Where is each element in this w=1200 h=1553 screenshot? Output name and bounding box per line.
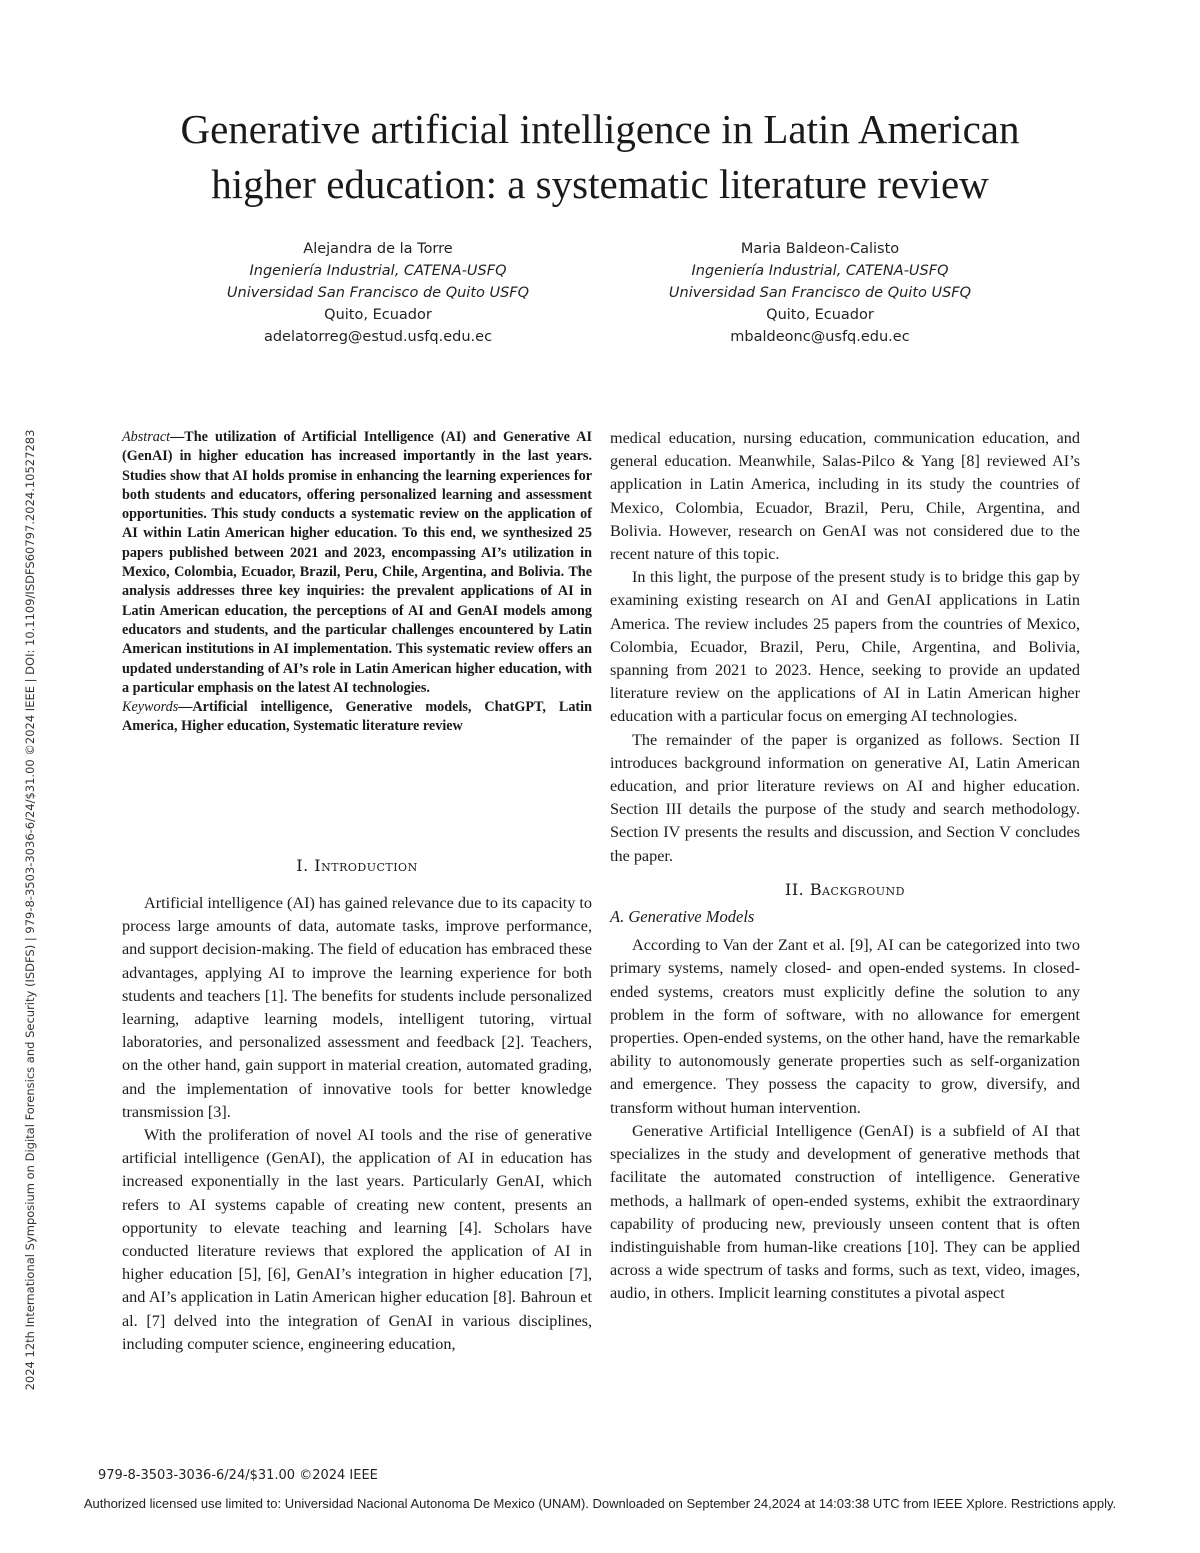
keywords-text: —Artificial intelligence, Generative models, ChatGPT, Latin America, Higher education, Systematic literature review (122, 699, 592, 735)
author-block-1 (198, 238, 558, 348)
abstract-paragraph (122, 428, 592, 698)
body-paragraph: Artificial intelligence (AI) has gained relevance due to its capacity to process large amounts of data, automate tasks, improve performance, and support decision-making. The field of education has embraced these advantages, applying AI to improve the learning experience for both students and teachers [1]. The benefits for students include personalized learning, adaptive learning models, intelligent tutoring, virtual laboratories, and personalized assessment and feedback [2]. Teachers, on the other hand, gain support in material creation, automated grading, and the implementation of innovative tools for better knowledge transmission [3]. (122, 894, 592, 1121)
section-heading-background: II. Background (785, 879, 905, 899)
author-block-2 (640, 238, 1000, 348)
keywords-label: Keywords (122, 699, 179, 716)
subsection-heading: A. Generative Models (610, 907, 755, 927)
author-city: Quito, Ecuador (766, 307, 874, 323)
author-university: Universidad San Francisco de Quito USFQ (226, 285, 530, 301)
footer-copyright: 979-8-3503-3036-6/24/$31.00 ©2024 IEEE (98, 1468, 378, 1483)
author-email: mbaldeonc@usfq.edu.ec (730, 329, 910, 345)
introduction-body (122, 892, 592, 1356)
sidebar-citation: 2024 12th International Symposium on Digital Forensics and Security (ISDFS) | 979-8-3503-3036-6/24/$31.00 ©2024 IEEE | DOI: 10.1109/ISDFS60797.2024.10527283 (23, 429, 37, 1391)
body-paragraph: The remainder of the paper is organized as follows. Section II introduces background information on generative AI, Latin American education, and prior literature reviews on AI and higher education. Section III details the purpose of the study and search methodology. Section IV presents the results and discussion, and Section V concludes the paper. (610, 730, 1080, 865)
abstract-text: —The utilization of Artificial Intelligence (AI) and Generative AI (GenAI) in higher education has increased importantly in the last years. Studies show that AI holds promise in enhancing the learning experiences for both students and educators, offering personalized learning and assessment opportunities. This study conducts a systematic review on the application of AI within Latin American higher education. To this end, we synthesized 25 papers published between 2021 and 2023, encompassing AI’s utilization in Mexico, Colombia, Ecuador, Brazil, Peru, Chile, Argentina, and Bolivia. The analysis addresses three key inquiries: the prevalent applications of AI in Latin American education, the perceptions of AI and GenAI models among educators and students, and the particular challenges encountered by Latin American institutions in AI implementation. This systematic review offers an updated understanding of AI’s role in Latin American higher education, with a particular emphasis on the latest AI technologies. (122, 429, 592, 696)
abstract-block (122, 428, 592, 737)
body-paragraph-continuation: medical education, nursing education, communication education, and general education. Meanwhile, Salas-Pilco & Yang [8] reviewed AI’s application in Latin America, including in its study the countries of Mexico, Colombia, Ecuador, Brazil, Peru, Chile, Argentina, and Bolivia. However, research on GenAI was not considered due to the recent nature of this topic. (610, 429, 1080, 564)
author-name: Maria Baldeon-Calisto (740, 241, 900, 257)
title-line-1: Generative artificial intelligence in Latin American (180, 106, 1020, 152)
author-department: Ingeniería Industrial, CATENA-USFQ (691, 263, 949, 279)
body-paragraph: In this light, the purpose of the present study is to bridge this gap by examining existing research on AI and GenAI applications in Latin America. The review includes 25 papers from the countries of Mexico, Colombia, Ecuador, Brazil, Peru, Chile, Argentina, and Bolivia, spanning from 2021 to 2023. Hence, seeking to provide an updated literature review on the applications of AI in Latin American higher education with a particular focus on emerging AI technologies. (610, 568, 1080, 726)
author-university: Universidad San Francisco de Quito USFQ (668, 285, 972, 301)
title-line-2: higher education: a systematic literature review (211, 161, 989, 207)
body-paragraph: Generative Artificial Intelligence (GenAI) is a subfield of AI that specializes in the study and development of generative methods that facilitate the automated construction of intelligence. Generative methods, a hallmark of open-ended systems, exhibit the extraordinary capability of producing new, previously unseen content that is often indistinguishable from human-like creations [10]. They can be applied across a wide spectrum of tasks and forms, such as text, video, images, audio, in others. Implicit learning constitutes a pivotal aspect (610, 1121, 1080, 1303)
author-city: Quito, Ecuador (324, 307, 432, 323)
author-department: Ingeniería Industrial, CATENA-USFQ (249, 263, 507, 279)
author-name: Alejandra de la Torre (303, 241, 453, 257)
footer-authorized-use: Authorized licensed use limited to: Universidad Nacional Autonoma De Mexico (UNAM). Downloaded on September 24,2024 at 14:03:38 UTC from IEEE Xplore. Restrictions apply. (83, 1496, 1117, 1511)
right-column (610, 427, 1080, 1306)
section-heading-introduction: I. Introduction (296, 856, 418, 875)
author-email: adelatorreg@estud.usfq.edu.ec (263, 329, 493, 345)
keywords-paragraph (122, 698, 592, 737)
body-paragraph: According to Van der Zant et al. [9], AI can be categorized into two primary systems, namely closed- and open-ended systems. In closed-ended systems, creators must explicitly define the solution to any problem in the form of software, with no allowance for emergent properties. Open-ended systems, on the other hand, have the remarkable ability to autonomously generate properties such as self-organization and emergence. They possess the capacity to grow, diversify, and transform without human intervention. (610, 936, 1080, 1117)
body-paragraph: With the proliferation of novel AI tools and the rise of generative artificial intelligence (GenAI), the application of AI in education has increased exponentially in the last years. Particularly GenAI, which refers to AI systems capable of creating new content, presents an opportunity to elevate teaching and learning [4]. Scholars have conducted literature reviews that explored the application of AI in higher education [5], [6], GenAI’s integration in higher education [7], and AI’s application in Latin American higher education [8]. Bahroun et al. [7] delved into the integration of GenAI in various disciplines, including computer science, engineering education, (122, 1126, 592, 1353)
paper-title (60, 102, 1140, 212)
abstract-label: Abstract (122, 429, 171, 445)
